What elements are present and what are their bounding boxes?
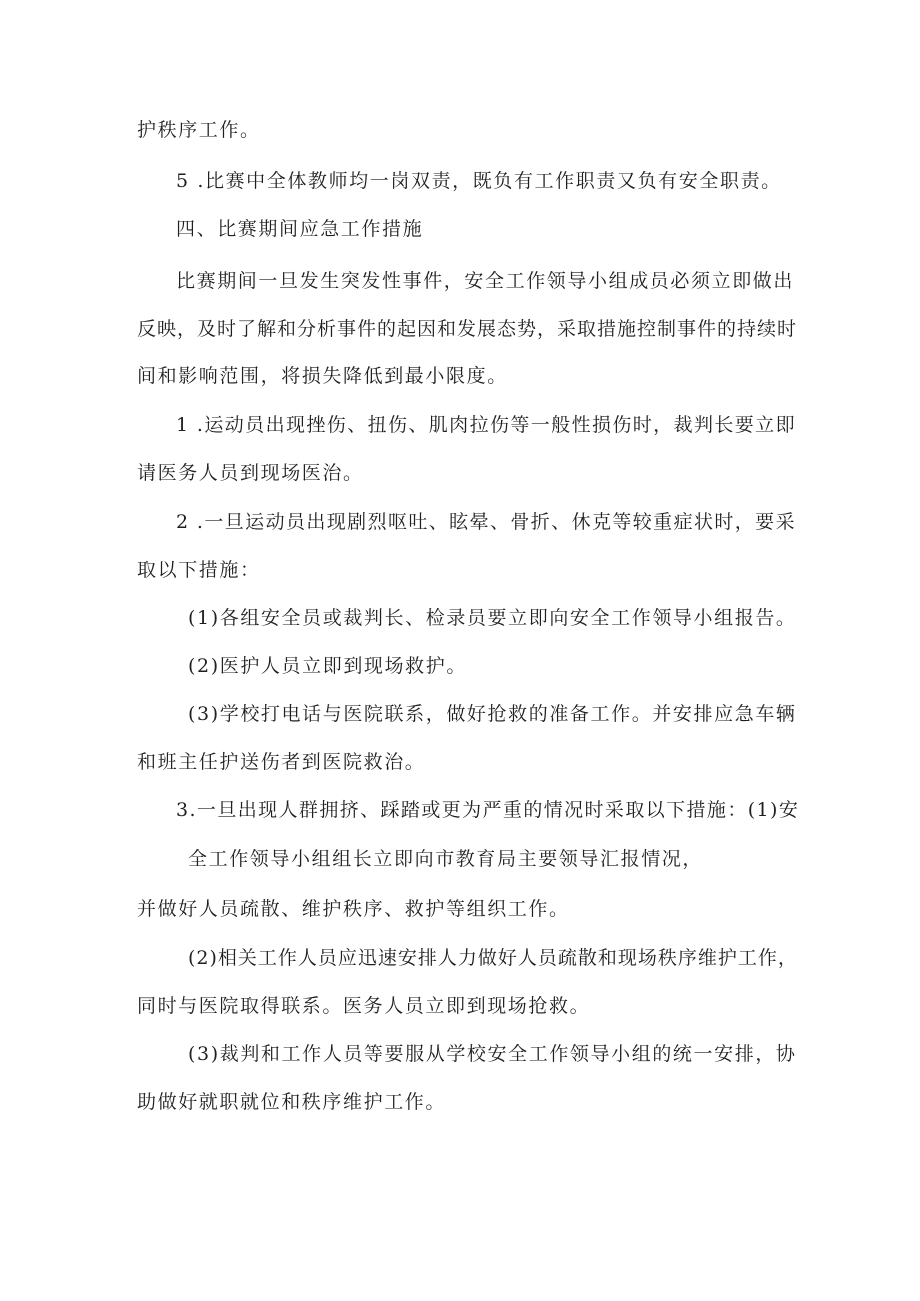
text-line: 3.一旦出现人群拥挤、踩踏或更为严重的情况时采取以下措施：(1)安 [176, 799, 800, 821]
text-line: 间和影响范围，将损失降低到最小限度。 [137, 365, 508, 387]
text-line: 和班主任护送伤者到医院救治。 [137, 751, 426, 773]
text-line: 全工作领导小组组长立即向市教育局主要领导汇报情况， [188, 848, 704, 870]
text-line: 同时与医院取得联系。医务人员立即到现场抢救。 [137, 995, 591, 1017]
text-line: 反映，及时了解和分析事件的起因和发展态势，采取措施控制事件的持续时 [137, 318, 798, 340]
text-line: (3)学校打电话与医院联系，做好抢救的准备工作。并安排应急车辆 [188, 703, 797, 725]
text-line: 护秩序工作。 [137, 119, 261, 141]
text-line: 助做好就职就位和秩序维护工作。 [137, 1091, 447, 1113]
text-line: (1)各组安全员或裁判长、检录员要立即向安全工作领导小组报告。 [188, 607, 797, 629]
text-line: 5 .比赛中全体教师均一岗双责，既负有工作职责又负有安全职责。 [176, 170, 782, 192]
section-heading: 四、比赛期间应急工作措施 [176, 218, 424, 240]
text-line: (3)裁判和工作人员等要服从学校安全工作领导小组的统一安排，协 [188, 1043, 797, 1065]
text-line: 比赛期间一旦发生突发性事件，安全工作领导小组成员必须立即做出 [176, 270, 795, 292]
text-line: 取以下措施： [137, 559, 261, 581]
text-line: (2)相关工作人员应迅速安排人力做好人员疏散和现场秩序维护工作， [188, 947, 798, 969]
text-line: 1 .运动员出现挫伤、扭伤、肌肉拉伤等一般性损伤时，裁判长要立即 [176, 414, 796, 436]
text-line: (2)医护人员立即到现场救护。 [188, 655, 467, 677]
text-line: 2 .一旦运动员出现剧烈呕吐、眩晕、骨折、休克等较重症状时，要采 [176, 511, 796, 533]
text-line: 并做好人员疏散、维护秩序、救护等组织工作。 [137, 898, 570, 920]
text-line: 请医务人员到现场医治。 [137, 462, 364, 484]
